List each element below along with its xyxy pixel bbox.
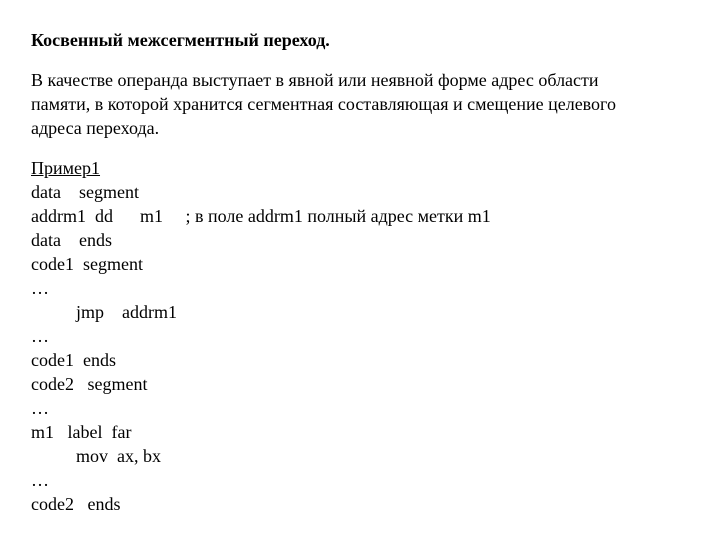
slide-title: Косвенный межсегментный переход. [31,30,330,50]
code-line: … [31,398,49,418]
code-line: mov ax, bx [31,446,161,466]
code-line: code1 ends [31,350,116,370]
code-line: … [31,470,49,490]
slide [31,29,701,516]
code-line: data ends [31,230,112,250]
code-line: jmp addrm1 [31,302,177,322]
code-line: … [31,278,49,298]
code-line: code2 ends [31,494,121,514]
code-line: … [31,326,49,346]
example-label: Пример1 [31,158,101,178]
description-paragraph [31,68,701,140]
paragraph-line: памяти, в которой хранится сегментная составляющая и смещение целевого [31,94,616,114]
paragraph-line: В качестве операнда выступает в явной или неявной форме адрес области [31,70,599,90]
code-line: code2 segment [31,374,148,394]
code-line: addrm1 dd m1 ; в поле addrm1 полный адрес метки m1 [31,206,491,226]
code-line: data segment [31,182,139,202]
code-line: m1 label far [31,422,132,442]
code-line: code1 segment [31,254,143,274]
paragraph-line: адреса перехода. [31,118,160,138]
code-listing [31,180,701,516]
